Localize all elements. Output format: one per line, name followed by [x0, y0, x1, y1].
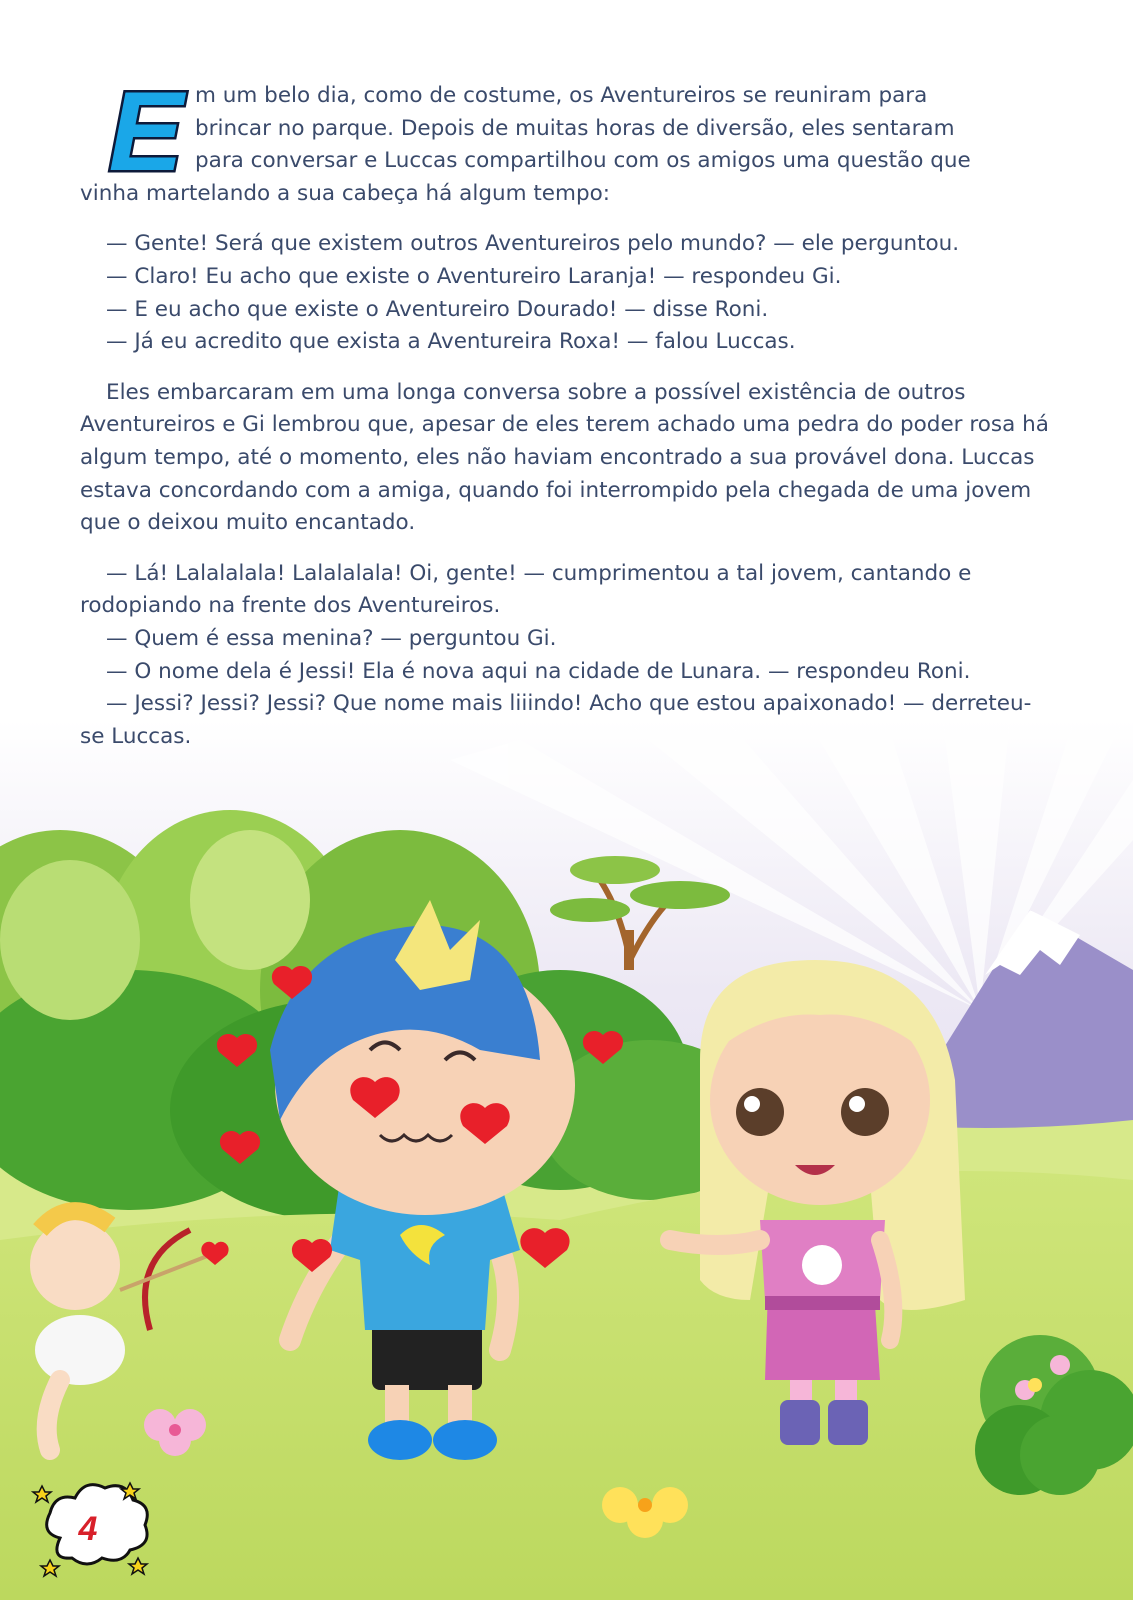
page-number: 4 [78, 1510, 98, 1548]
dialog-line: — Quem é essa menina? — perguntou Gi. [106, 625, 557, 651]
story-text [80, 80, 1050, 753]
dialog-line: — Jessi? Jessi? Jessi? Que nome mais liiindo! Acho que estou apaixonado! — derreteu-se Luccas. [80, 691, 1032, 749]
intro-line-3: para conversar e Luccas compartilhou com os amigos uma questão que [195, 148, 971, 174]
dialog-line: — Gente! Será que existem outros Aventureiros pelo mundo? — ele perguntou. [106, 231, 960, 257]
paragraph: Eles embarcaram em uma longa conversa sobre a possível existência de outros Aventureiros e Gi lembrou que, apesar de eles terem achado uma pedra do poder rosa há algum tempo, até o momento, eles não haviam encontrado a sua provável dona. Luccas estava concordando com a amiga, quando foi interrompido pela chegada de uma jovem que o deixou muito encantado. [80, 379, 1049, 536]
dialog-line: — E eu acho que existe o Aventureiro Dourado! — disse Roni. [106, 296, 769, 322]
page-number-badge [30, 1468, 150, 1578]
dialog-line: — Já eu acredito que exista a Aventureira Roxa! — falou Luccas. [106, 329, 796, 355]
intro-line-4: vinha martelando a sua cabeça há algum tempo: [80, 180, 611, 206]
dialog-line: — Claro! Eu acho que existe o Aventureiro Laranja! — respondeu Gi. [106, 263, 842, 289]
dialog-line: — O nome dela é Jessi! Ela é nova aqui na cidade de Lunara. — respondeu Roni. [106, 658, 971, 684]
intro-line-2: brincar no parque. Depois de muitas horas de diversão, eles sentaram [195, 115, 955, 141]
dialog-line: — Lá! Lalalalala! Lalalalala! Oi, gente! — cumprimentou a tal jovem, cantando e rodopiando na frente dos Aventureiros. [80, 560, 972, 619]
drop-cap-letter: E [108, 82, 184, 180]
intro-line-1: m um belo dia, como de costume, os Aventureiros se reuniram para [195, 83, 928, 108]
